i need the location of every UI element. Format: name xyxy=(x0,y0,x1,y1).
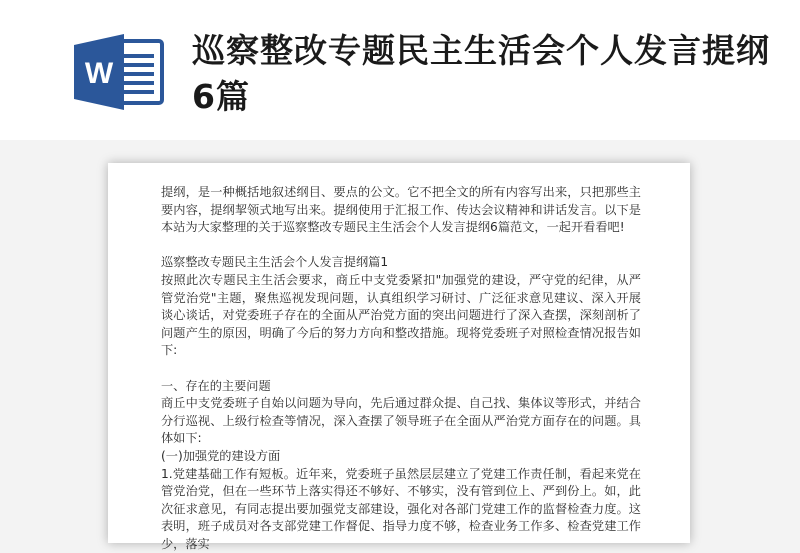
word-icon-letter: W xyxy=(85,57,114,90)
header-banner xyxy=(0,0,800,140)
word-icon xyxy=(74,34,166,110)
body-paragraph: 按照此次专题民主生活会要求，商丘中支党委紧扣"加强党的建设，严守党的纪律，从严管党治党"主题，聚焦巡视发现问题，认真组织学习研讨、广泛征求意见建议、深入开展谈心谈话，对党委班子存在的全面从严治党方面的突出问题进行了深入查摆，深刻剖析了问题产生的原因，明确了今后的努力方向和整改措施。现将党委班子对照检查情况报告如下: xyxy=(161,272,641,360)
intro-paragraph: 提纲，是一种概括地叙述纲目、要点的公文。它不把全文的所有内容写出来，只把那些主要内容，提纲挈领式地写出来。提纲使用于汇报工作、传达会议精神和讲话发言。以下是本站为大家整理的关于巡察整改专题民主生活会个人发言提纲6篇范文，一起开看看吧! xyxy=(161,184,641,237)
body-paragraph: 1.党建基础工作有短板。近年来，党委班子虽然层层建立了党建工作责任制，看起来党在管党治党，但在一些环节上落实得还不够好、不够实，没有管到位上、严到份上。如，此次征求意见，有同志提出要加强党支部建设，强化对各部门党建工作的监督检查力度。这表明，班子成员对各支部党建工作督促、指导力度不够，检查业务工作多、检查党建工作少，落实 xyxy=(161,466,641,553)
subsection-heading: (一)加强党的建设方面 xyxy=(161,448,641,466)
section-heading: 巡察整改专题民主生活会个人发言提纲篇1 xyxy=(161,254,641,272)
section-heading: 一、存在的主要问题 xyxy=(161,378,641,396)
paragraph-gap xyxy=(161,237,641,255)
paragraph-gap xyxy=(161,360,641,378)
document-body xyxy=(161,184,641,553)
document-title: 巡察整改专题民主生活会个人发言提纲6篇 xyxy=(192,28,772,120)
body-paragraph: 商丘中支党委班子自始以问题为导向，先后通过群众提、自己找、集体议等形式，并结合分行巡视、上级行检查等情况，深入查摆了领导班子在全面从严治党方面存在的问题。具体如下: xyxy=(161,395,641,448)
